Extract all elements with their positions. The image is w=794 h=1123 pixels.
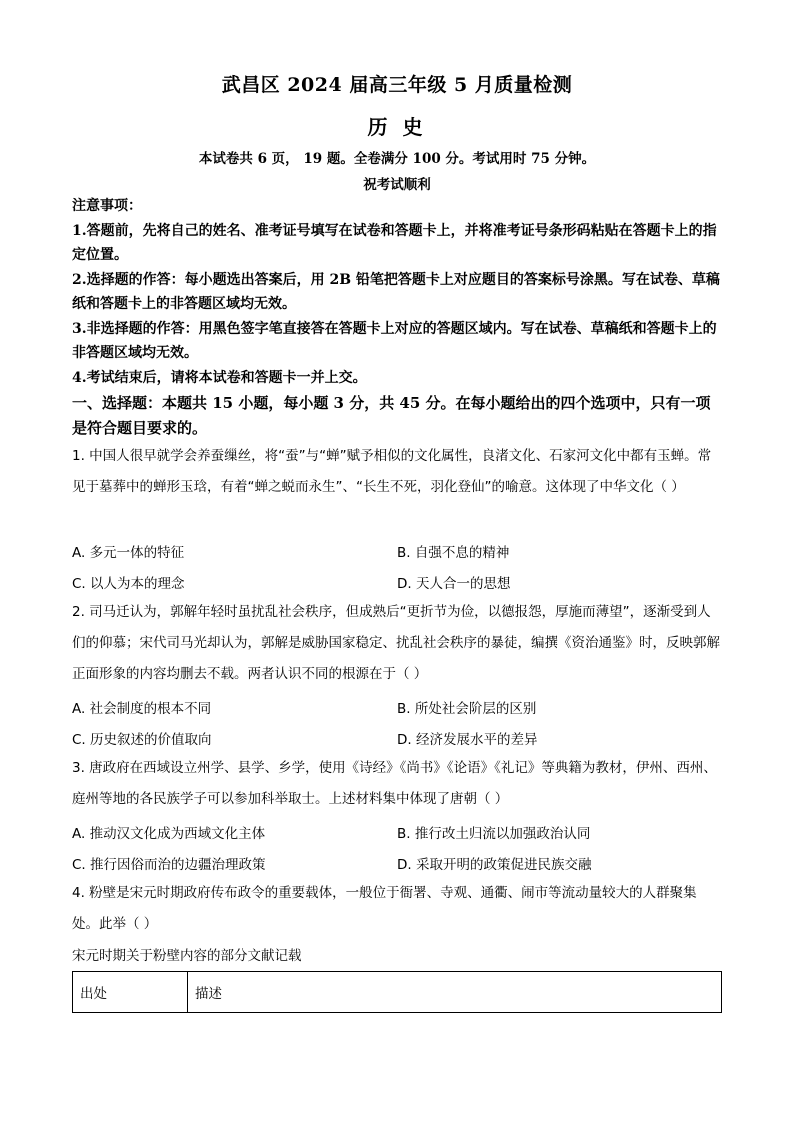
notice-item: 3.非选择题的作答：用黑色签字笔直接答在答题卡上对应的答题区域内。写在试卷、草稿纸和答题卡上的非答题区域均无效。 — [72, 320, 717, 361]
option-b: B. 推行改土归流以加强政治认同 — [397, 826, 591, 842]
option-a: A. 多元一体的特征 — [72, 545, 185, 561]
table-header-source: 出处 — [73, 972, 188, 1013]
option-c: C. 历史叙述的价值取向 — [72, 732, 212, 748]
exam-info: 本试卷共 6 页， 19 题。全卷满分 100 分。考试用时 75 分钟。 — [198, 151, 596, 167]
exam-wish: 祝考试顺利 — [363, 177, 431, 193]
question-stem: 4. 粉壁是宋元时期政府传布政令的重要载体，一般位于衙署、寺观、通衢、闹市等流动量较大的人群聚集处。此举（ ） — [72, 885, 697, 932]
question-stem: 1. 中国人很早就学会养蚕缫丝，将“蚕”与“蝉”赋予相似的文化属性，良渚文化、石家河文化中都有玉蝉。常见于墓葬中的蝉形玉琀，有着“蝉之蜕而永生”、“长生不死，羽化登仙”的喻意。这体现了中华文化（ ） — [72, 448, 712, 495]
notice-item: 1.答题前，先将自己的姓名、准考证号填写在试卷和答题卡上，并将准考证号条形码粘贴在答题卡上的指定位置。 — [72, 222, 717, 263]
question-1 — [72, 441, 722, 503]
option-b: B. 所处社会阶层的区别 — [397, 701, 537, 717]
question-stem: 2. 司马迁认为，郭解年轻时虽扰乱社会秩序，但成熟后“更折节为俭，以德报怨，厚施而薄望”，逐渐受到人们的仰慕；宋代司马光却认为，郭解是威胁国家稳定、扰乱社会秩序的暴徒，编撰《资治通鉴》时，反映郭解正面形象的内容均删去不载。两者认识不同的根源在于（ ） — [72, 604, 720, 682]
option-d: D. 经济发展水平的差异 — [397, 732, 538, 748]
table-header-description: 描述 — [188, 972, 722, 1013]
option-c: C. 推行因俗而治的边疆治理政策 — [72, 857, 266, 873]
notice-heading: 注意事项： — [72, 198, 142, 214]
notice-item: 2.选择题的作答：每小题选出答案后，用 2B 铅笔把答题卡上对应题目的答案标号涂黑。写在试卷、草稿纸和答题卡上的非答题区域均无效。 — [72, 271, 720, 312]
section-heading: 一、选择题：本题共 15 小题，每小题 3 分，共 45 分。在每小题给出的四个选项中，只有一项是符合题目要求的。 — [72, 394, 711, 437]
question-3 — [72, 753, 722, 815]
subject-title: 历 史 — [367, 115, 427, 139]
option-b: B. 自强不息的精神 — [397, 545, 510, 561]
option-c: C. 以人为本的理念 — [72, 576, 185, 592]
source-table — [72, 971, 722, 1013]
option-d: D. 天人合一的思想 — [397, 576, 511, 592]
notice-item: 4.考试结束后，请将本试卷和答题卡一并上交。 — [72, 369, 367, 386]
option-d: D. 采取开明的政策促进民族交融 — [397, 857, 592, 873]
notice-block — [72, 194, 722, 390]
question-stem: 3. 唐政府在西域设立州学、县学、乡学，使用《诗经》《尚书》《论语》《礼记》等典籍为教材，伊州、西州、庭州等地的各民族学子可以参加科举取士。上述材料集中体现了唐朝（ ） — [72, 760, 717, 807]
table-caption: 宋元时期关于粉壁内容的部分文献记载 — [72, 948, 302, 964]
option-a: A. 推动汉文化成为西域文化主体 — [72, 826, 266, 842]
table-header-row — [73, 972, 722, 1013]
question-4 — [72, 878, 722, 940]
exam-title: 武昌区 2024 届高三年级 5 月质量检测 — [221, 74, 573, 96]
question-2 — [72, 597, 722, 690]
option-a: A. 社会制度的根本不同 — [72, 701, 212, 717]
